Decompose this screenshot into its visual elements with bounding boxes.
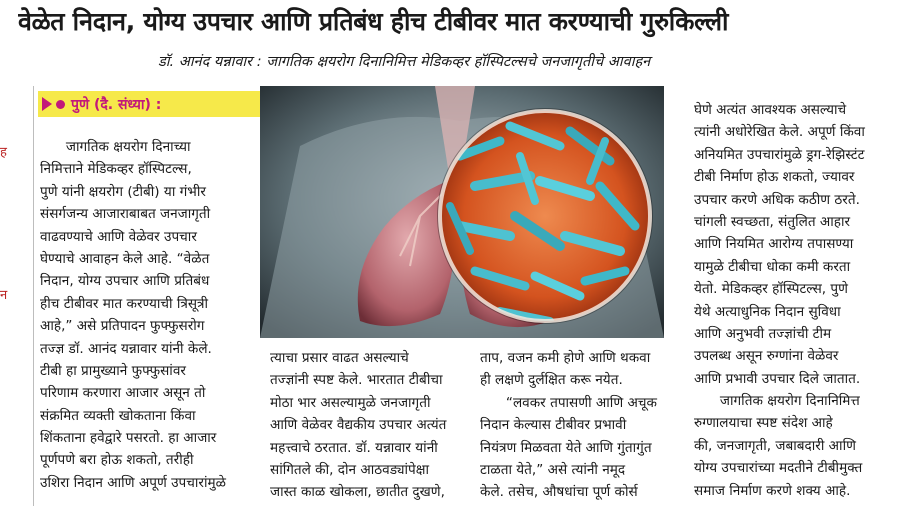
article-column-4 — [694, 99, 900, 502]
text-line: नियंत्रण मिळवता येते आणि गुंतागुंत — [480, 439, 652, 456]
dateline-banner — [38, 91, 266, 117]
margin-fragment-top: ह — [0, 145, 7, 160]
text-line: चांगली स्वच्छता, संतुलित आहार — [694, 213, 851, 230]
text-line: निदान, योग्य उपचार आणि प्रतिबंध — [40, 273, 210, 290]
text-line: ताप, वजन कमी होणे आणि थकवा — [480, 350, 651, 366]
text-line: मोठा भार असल्यामुळे जनजागृती — [270, 394, 431, 411]
text-line: की, जनजागृती, जबाबदारी आणि — [694, 437, 856, 454]
headline: वेळेत निदान, योग्य उपचार आणि प्रतिबंध हीच टीबीवर मात करण्याची गुरुकिल्ली — [18, 7, 729, 36]
text-line: केले. तसेच, औषधांचा पूर्ण कोर्स — [480, 484, 638, 501]
column-divider — [33, 86, 34, 506]
text-line: योग्य उपचारांच्या मदतीने टीबीमुक्त — [694, 460, 863, 477]
text-line: संक्रमित व्यक्ती खोकताना किंवा — [40, 407, 196, 424]
text-line: टीबी निर्माण होऊ शकतो, ज्यावर — [694, 169, 855, 186]
margin-fragment-bottom: न — [0, 288, 8, 303]
play-triangle-icon — [42, 97, 52, 111]
text-line: ही लक्षणे दुर्लक्षित करू नयेत. — [480, 372, 623, 389]
figure-svg — [260, 86, 664, 338]
text-line: घेण्याचे आवाहन केले आहे. “वेळेत — [40, 250, 210, 267]
text-line: जास्त काळ खोकला, छातीत दुखणे, — [270, 484, 445, 501]
text-line: अनियमित उपचारांमुळे ड्रग-रेझिस्टंट — [694, 146, 865, 163]
text-line: वाढवण्याचे आणि वेळेवर उपचार — [40, 228, 197, 245]
text-line: टाळता येते,” असे त्यांनी नमूद — [480, 461, 626, 478]
lungs-bacteria-illustration — [260, 86, 664, 338]
text-line: आणि अनुभवी तज्ज्ञांची टीम — [694, 325, 832, 342]
text-line: पुणे यांनी क्षयरोग (टीबी) या गंभीर — [40, 183, 206, 200]
text-line: समाज निर्माण करणे शक्य आहे. — [694, 482, 851, 499]
text-line: आणि नियमित आरोग्य तपासण्या — [694, 236, 854, 253]
text-line: येतो. मेडिकव्हर हॉस्पिटल्स, पुणे — [694, 281, 848, 298]
byline: डॉ. आनंद यन्नावार : जागतिक क्षयरोग दिनानिमित्त मेडिकव्हर हॉस्पिटल्सचे जनजागृतीचे आवाहन — [158, 54, 651, 70]
text-line: उशिरा निदान आणि अपूर्ण उपचारांमुळे — [40, 474, 226, 491]
text-line: पूर्णपणे बरा होऊ शकतो, तरीही — [40, 452, 194, 469]
text-line: जागतिक क्षयरोग दिनानिमित्त — [694, 393, 860, 410]
text-line: निमित्ताने मेडिकव्हर हॉस्पिटल्स, — [40, 161, 192, 178]
article-column-3 — [480, 347, 680, 504]
text-line: आहे,” असे प्रतिपादन फुफ्फुसरोग — [40, 318, 205, 335]
text-line: आणि वेळेवर वैद्यकीय उपचार अत्यंत — [270, 417, 447, 434]
text-line: संसर्गजन्य आजाराबाबत जनजागृती — [40, 206, 211, 223]
text-line: हीच टीबीवर मात करण्याची त्रिसूत्री — [40, 295, 209, 312]
text-line: तज्ज्ञांनी स्पष्ट केले. भारतात टीबीचा — [270, 372, 443, 389]
text-line: रुग्णालयाचा स्पष्ट संदेश आहे — [694, 415, 833, 432]
text-line: उपचार करणे अधिक कठीण ठरते. — [694, 191, 860, 208]
dateline-text: पुणे (दै. संध्या) : — [71, 96, 162, 113]
text-line: उपलब्ध असून रुग्णांना वेळेवर — [694, 348, 839, 365]
text-line: परिणाम करणारा आजार असून तो — [40, 385, 206, 402]
text-line: टीबी हा प्रामुख्याने फुफ्फुसांवर — [40, 362, 186, 379]
text-line: त्यांनी अधोरेखित केले. अपूर्ण किंवा — [694, 124, 865, 141]
bullet-dot-icon — [56, 100, 65, 109]
text-line: घेणे अत्यंत आवश्यक असल्याचे — [694, 102, 847, 118]
text-line: त्याचा प्रसार वाढत असल्याचे — [270, 350, 409, 366]
text-line: आणि प्रभावी उपचार दिले जातात. — [694, 370, 861, 387]
text-line: शिंकताना हवेद्वारे पसरतो. हा आजार — [40, 430, 217, 447]
text-line: “लवकर तपासणी आणि अचूक — [480, 394, 657, 411]
text-line: तज्ज्ञ डॉ. आनंद यन्नावार यांनी केले. — [40, 340, 212, 357]
text-line: निदान केल्यास टीबीवर प्रभावी — [480, 417, 627, 434]
article-column-1 — [40, 136, 262, 494]
article-column-2 — [270, 347, 470, 504]
text-line: महत्त्वाचे ठरतात. डॉ. यन्नावार यांनी — [270, 439, 438, 456]
text-line: यामुळे टीबीचा धोका कमी करता — [694, 258, 851, 275]
text-line: येथे अत्याधुनिक निदान सुविधा — [694, 303, 841, 320]
text-line: जागतिक क्षयरोग दिनाच्या — [40, 139, 191, 155]
text-line: सांगितले की, दोन आठवड्यांपेक्षा — [270, 461, 430, 478]
